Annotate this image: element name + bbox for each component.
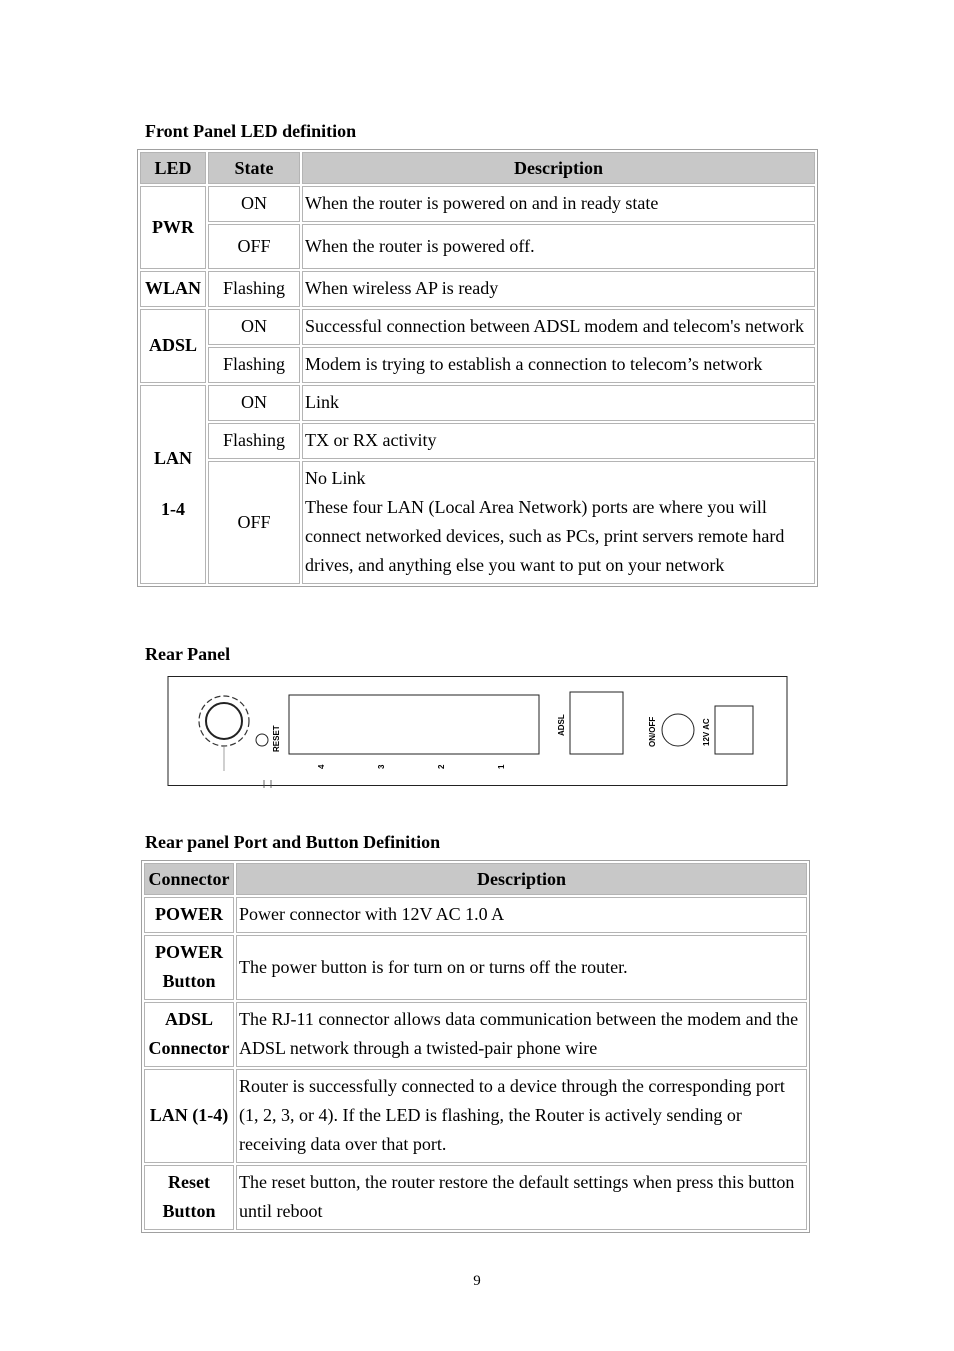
table-header-row [140,152,815,184]
description-cell: When the router is powered off. [302,224,815,269]
connector-cell: POWER Button [144,935,234,1000]
description-cell: When wireless AP is ready [302,271,815,307]
table-header-row [144,863,807,895]
port-definition-table [141,860,810,1233]
led-lan-line1: LAN [153,448,192,468]
table-row [140,347,815,383]
state-cell: Flashing [208,271,300,307]
table-row [144,1002,807,1067]
state-cell: ON [208,309,300,345]
state-cell: OFF [208,461,300,584]
description-cell: When the router is powered on and in ready state [302,186,815,222]
power-input-port [715,706,753,754]
reset-label: RESET [272,725,281,752]
description-cell: TX or RX activity [302,423,815,459]
table-row [144,935,807,1000]
description-cell: Successful connection between ADSL modem and telecom's network [302,309,815,345]
rear-panel-diagram [167,676,789,788]
led-pwr: PWR [140,186,206,269]
led-adsl: ADSL [140,309,206,383]
state-cell: Flashing [208,347,300,383]
connector-cell: Reset Button [144,1165,234,1230]
power-input-label: 12V AC [702,718,711,746]
adsl-label: ADSL [557,714,566,736]
port-3-label: 3 [377,764,386,769]
lan-ports-block [289,695,539,754]
header-description: Description [302,152,815,184]
onoff-label: ON/OFF [648,716,657,747]
header-description: Description [236,863,807,895]
adsl-port [570,692,623,754]
header-connector: Connector [144,863,234,895]
port-2-label: 2 [437,764,446,769]
description-line: These four LAN (Local Area Network) ports are where you will connect networked devices, such as PCs, print servers remote hard drives, and anything else you want to put on your network [305,497,785,575]
led-lan [140,385,206,584]
led-definition-table [137,149,818,587]
table-row [140,309,815,345]
description-cell: Router is successfully connected to a device through the corresponding port (1, 2, 3, or 4). If the LED is flashing, the Router is actively sending or receiving data over that port. [236,1069,807,1163]
table-row [140,224,815,269]
page-number: 9 [473,1273,481,1289]
table-row [140,186,815,222]
led-section-title: Front Panel LED definition [145,121,357,141]
state-cell: Flashing [208,423,300,459]
description-cell: Modem is trying to establish a connection to telecom’s network [302,347,815,383]
header-state: State [208,152,300,184]
table-row [144,1069,807,1163]
description-cell: The reset button, the router restore the default settings when press this button until reboot [236,1165,807,1230]
header-led: LED [140,152,206,184]
rear-panel-title: Rear Panel [145,644,231,664]
port-1-label: 1 [497,764,506,769]
state-cell: ON [208,385,300,421]
led-lan-line2: 1-4 [161,499,185,519]
table-row [140,423,815,459]
port-section-title: Rear panel Port and Button Definition [145,832,441,852]
connector-cell: ADSL Connector [144,1002,234,1067]
description-cell: Link [302,385,815,421]
table-row [140,271,815,307]
connector-cell: POWER [144,897,234,933]
spacer [143,473,203,495]
state-cell: OFF [208,224,300,269]
state-cell: ON [208,186,300,222]
description-cell: Power connector with 12V AC 1.0 A [236,897,807,933]
description-cell: The RJ-11 connector allows data communication between the modem and the ADSL network through a twisted-pair phone wire [236,1002,807,1067]
connector-cell: LAN (1-4) [144,1069,234,1163]
table-row [144,1165,807,1230]
description-cell [302,461,815,584]
led-wlan: WLAN [140,271,206,307]
port-4-label: 4 [317,764,326,769]
description-line: No Link [305,468,366,488]
table-row [140,385,815,421]
table-row [144,897,807,933]
table-row [140,461,815,584]
description-cell: The power button is for turn on or turns off the router. [236,935,807,1000]
